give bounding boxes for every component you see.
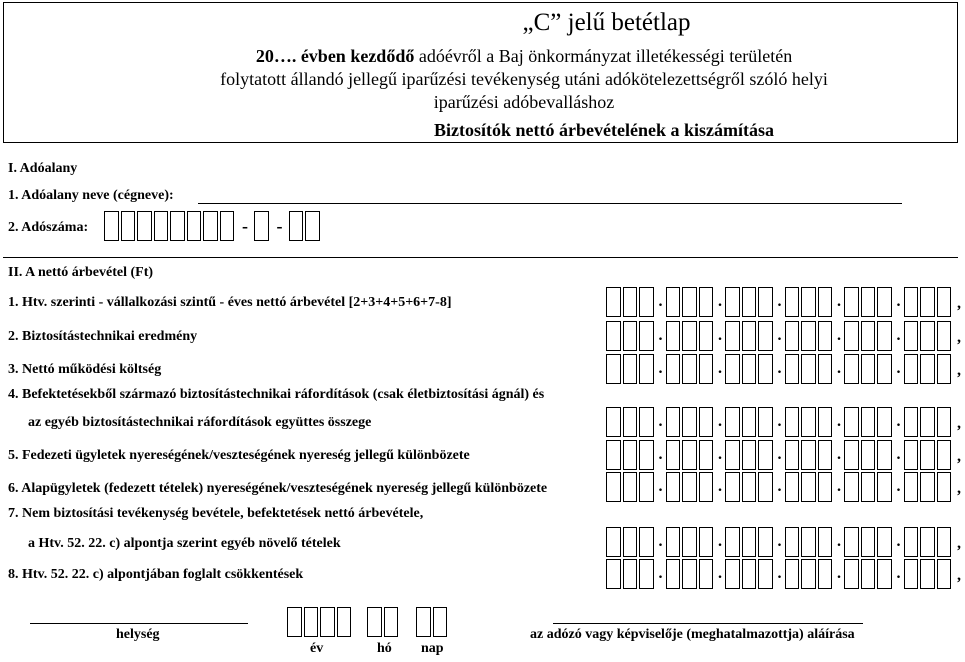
- thousands-dot: .: [837, 533, 841, 550]
- taxpayer-name-label: 1. Adóalany neve (cégneve):: [8, 188, 174, 203]
- amount-digit-box[interactable]: [725, 321, 740, 351]
- amount-digit-box[interactable]: [742, 407, 757, 437]
- date-digit-box[interactable]: [433, 607, 448, 637]
- amount-digit-box[interactable]: [785, 321, 800, 351]
- amount-digit-box[interactable]: [666, 354, 681, 384]
- amount-digit-box[interactable]: [904, 527, 919, 557]
- section-divider: [3, 257, 958, 258]
- amount-digit-box[interactable]: [758, 527, 773, 557]
- amount-digit-box[interactable]: [904, 407, 919, 437]
- date-digit-box[interactable]: [384, 607, 399, 637]
- amount-digit-box[interactable]: [725, 354, 740, 384]
- amount-digit-box[interactable]: [801, 354, 816, 384]
- amount-field[interactable]: [606, 527, 965, 557]
- year-label: év: [310, 641, 324, 656]
- date-digit-box[interactable]: [304, 607, 319, 637]
- amount-digit-box[interactable]: [818, 354, 833, 384]
- amount-digit-box[interactable]: [877, 407, 892, 437]
- amount-digit-box[interactable]: [682, 321, 697, 351]
- amount-digit-box[interactable]: [861, 472, 876, 502]
- row2-label: 2. Biztosítástechnikai eredmény: [8, 329, 198, 344]
- subtitle-line3: iparűzési adóbevalláshoz: [433, 92, 615, 112]
- amount-digit-box[interactable]: [785, 559, 800, 589]
- thousands-dot: .: [837, 360, 841, 377]
- amount-digit-box[interactable]: [606, 440, 621, 470]
- tax-digit-box[interactable]: [305, 211, 320, 241]
- thousands-dot: .: [718, 446, 722, 463]
- amount-digit-box[interactable]: [699, 321, 714, 351]
- thousands-dot: .: [777, 446, 782, 463]
- decimal-comma: ,: [957, 567, 961, 584]
- thousands-dot: .: [777, 565, 782, 582]
- thousands-dot: .: [658, 413, 663, 430]
- thousands-dot: .: [896, 327, 901, 344]
- amount-digit-box[interactable]: [666, 287, 681, 317]
- page-subtitle: [124, 45, 924, 114]
- amount-digit-box[interactable]: [920, 472, 935, 502]
- signature-line[interactable]: [553, 623, 863, 624]
- amount-digit-box[interactable]: [920, 559, 935, 589]
- amount-digit-box[interactable]: [742, 321, 757, 351]
- amount-digit-box[interactable]: [861, 287, 876, 317]
- amount-digit-box[interactable]: [742, 527, 757, 557]
- amount-field[interactable]: [606, 472, 965, 502]
- amount-digit-box[interactable]: [639, 354, 654, 384]
- amount-digit-box[interactable]: [758, 472, 773, 502]
- amount-digit-box[interactable]: [742, 559, 757, 589]
- amount-field[interactable]: [606, 354, 965, 384]
- amount-digit-box[interactable]: [606, 527, 621, 557]
- thousands-dot: .: [658, 293, 663, 310]
- amount-digit-box[interactable]: [844, 354, 859, 384]
- amount-field[interactable]: [606, 559, 965, 589]
- tax-digit-box[interactable]: [170, 211, 185, 241]
- amount-digit-box[interactable]: [725, 440, 740, 470]
- row5-label: 5. Fedezeti ügyletek nyereségének/veszteségének nyereség jellegű különbözete: [8, 448, 470, 463]
- amount-digit-box[interactable]: [818, 321, 833, 351]
- page-title: „C” jelű betétlap: [522, 9, 691, 36]
- amount-digit-box[interactable]: [699, 407, 714, 437]
- amount-digit-box[interactable]: [818, 472, 833, 502]
- amount-digit-box[interactable]: [844, 527, 859, 557]
- decimal-comma: ,: [957, 295, 961, 312]
- row7-label-line1: 7. Nem biztosítási tevékenység bevétele, befektetések nettó árbevétele,: [8, 506, 424, 521]
- thousands-dot: .: [837, 327, 841, 344]
- amount-digit-box[interactable]: [742, 287, 757, 317]
- amount-digit-box[interactable]: [818, 559, 833, 589]
- amount-digit-box[interactable]: [682, 407, 697, 437]
- date-month-field[interactable]: [367, 607, 400, 637]
- amount-digit-box[interactable]: [639, 321, 654, 351]
- amount-digit-box[interactable]: [725, 407, 740, 437]
- tax-digit-box[interactable]: [220, 211, 235, 241]
- amount-digit-box[interactable]: [639, 472, 654, 502]
- amount-digit-box[interactable]: [861, 440, 876, 470]
- amount-field[interactable]: [606, 287, 965, 317]
- amount-digit-box[interactable]: [785, 407, 800, 437]
- thousands-dot: .: [777, 360, 782, 377]
- amount-digit-box[interactable]: [666, 407, 681, 437]
- date-digit-box[interactable]: [416, 607, 431, 637]
- amount-digit-box[interactable]: [742, 472, 757, 502]
- thousands-dot: .: [896, 565, 901, 582]
- amount-digit-box[interactable]: [606, 559, 621, 589]
- thousands-dot: .: [896, 446, 901, 463]
- amount-digit-box[interactable]: [904, 559, 919, 589]
- day-label: nap: [421, 641, 444, 656]
- amount-digit-box[interactable]: [742, 440, 757, 470]
- date-digit-box[interactable]: [320, 607, 335, 637]
- amount-digit-box[interactable]: [666, 559, 681, 589]
- amount-digit-box[interactable]: [758, 559, 773, 589]
- decimal-comma: ,: [957, 329, 961, 346]
- amount-digit-box[interactable]: [725, 287, 740, 317]
- amount-digit-box[interactable]: [801, 407, 816, 437]
- amount-digit-box[interactable]: [742, 354, 757, 384]
- thousands-dot: .: [896, 533, 901, 550]
- amount-digit-box[interactable]: [844, 287, 859, 317]
- thousands-dot: .: [658, 565, 663, 582]
- amount-digit-box[interactable]: [606, 321, 621, 351]
- tax-number-field[interactable]: [104, 211, 322, 241]
- row6-label: 6. Alapügyletek (fedezett tételek) nyereségének/veszteségének nyereség jellegű különbözete: [8, 481, 548, 496]
- amount-digit-box[interactable]: [725, 472, 740, 502]
- amount-digit-box[interactable]: [623, 440, 638, 470]
- signer-label: az adózó vagy képviselője (meghatalmazottja) aláírása: [530, 627, 855, 642]
- amount-digit-box[interactable]: [861, 527, 876, 557]
- amount-digit-box[interactable]: [801, 321, 816, 351]
- amount-digit-box[interactable]: [639, 527, 654, 557]
- amount-digit-box[interactable]: [801, 287, 816, 317]
- tax-digit-box[interactable]: [289, 211, 304, 241]
- amount-digit-box[interactable]: [639, 440, 654, 470]
- amount-digit-box[interactable]: [682, 287, 697, 317]
- thousands-dot: .: [658, 533, 663, 550]
- row4-label-line1: 4. Befektetésekből származó biztosítástechnikai ráfordítások (csak életbiztosítási ágnál) és: [8, 387, 545, 402]
- tax-digit-box[interactable]: [137, 211, 152, 241]
- amount-digit-box[interactable]: [844, 440, 859, 470]
- decimal-comma: ,: [957, 448, 961, 465]
- amount-digit-box[interactable]: [844, 559, 859, 589]
- amount-digit-box[interactable]: [818, 527, 833, 557]
- date-day-field[interactable]: [416, 607, 449, 637]
- thousands-dot: .: [718, 413, 722, 430]
- amount-digit-box[interactable]: [844, 321, 859, 351]
- amount-digit-box[interactable]: [877, 287, 892, 317]
- amount-digit-box[interactable]: [623, 321, 638, 351]
- amount-digit-box[interactable]: [758, 440, 773, 470]
- taxpayer-name-field[interactable]: [198, 203, 902, 204]
- thousands-dot: .: [718, 327, 722, 344]
- decimal-comma: ,: [957, 362, 961, 379]
- amount-digit-box[interactable]: [844, 407, 859, 437]
- amount-digit-box[interactable]: [758, 407, 773, 437]
- amount-digit-box[interactable]: [666, 527, 681, 557]
- amount-digit-box[interactable]: [758, 287, 773, 317]
- amount-digit-box[interactable]: [725, 559, 740, 589]
- tax-digit-box[interactable]: [203, 211, 218, 241]
- amount-digit-box[interactable]: [818, 287, 833, 317]
- amount-digit-box[interactable]: [904, 440, 919, 470]
- amount-digit-box[interactable]: [639, 559, 654, 589]
- thousands-dot: .: [837, 413, 841, 430]
- amount-digit-box[interactable]: [801, 472, 816, 502]
- amount-digit-box[interactable]: [699, 440, 714, 470]
- amount-digit-box[interactable]: [623, 559, 638, 589]
- amount-field[interactable]: [606, 321, 965, 351]
- amount-digit-box[interactable]: [623, 287, 638, 317]
- amount-digit-box[interactable]: [699, 527, 714, 557]
- section-heading-calc: Biztosítók nettó árbevételének a kiszámítása: [434, 120, 774, 140]
- amount-digit-box[interactable]: [877, 321, 892, 351]
- amount-digit-box[interactable]: [785, 527, 800, 557]
- amount-digit-box[interactable]: [758, 354, 773, 384]
- amount-digit-box[interactable]: [904, 354, 919, 384]
- thousands-dot: .: [837, 565, 841, 582]
- amount-digit-box[interactable]: [920, 407, 935, 437]
- thousands-dot: .: [718, 360, 722, 377]
- amount-digit-box[interactable]: [920, 287, 935, 317]
- amount-digit-box[interactable]: [606, 407, 621, 437]
- row7-label-line2: a Htv. 52. 22. c) alpontja szerint egyéb növelő tételek: [28, 536, 341, 551]
- amount-digit-box[interactable]: [801, 527, 816, 557]
- decimal-comma: ,: [957, 535, 961, 552]
- amount-digit-box[interactable]: [623, 472, 638, 502]
- month-label: hó: [377, 641, 392, 656]
- amount-digit-box[interactable]: [861, 559, 876, 589]
- amount-digit-box[interactable]: [937, 354, 952, 384]
- amount-digit-box[interactable]: [920, 354, 935, 384]
- subtitle-year: 20…. évben kezdődő: [255, 46, 415, 66]
- amount-digit-box[interactable]: [904, 287, 919, 317]
- thousands-dot: .: [718, 533, 722, 550]
- amount-digit-box[interactable]: [937, 407, 952, 437]
- amount-digit-box[interactable]: [818, 407, 833, 437]
- amount-digit-box[interactable]: [699, 559, 714, 589]
- row4-label-line2: az egyéb biztosítástechnikai ráfordítások együttes összege: [28, 415, 372, 430]
- thousands-dot: .: [896, 293, 901, 310]
- date-year-field[interactable]: [287, 607, 353, 637]
- amount-digit-box[interactable]: [623, 407, 638, 437]
- tax-digit-box[interactable]: [187, 211, 202, 241]
- thousands-dot: .: [658, 478, 663, 495]
- amount-digit-box[interactable]: [666, 321, 681, 351]
- amount-digit-box[interactable]: [623, 354, 638, 384]
- thousands-dot: .: [777, 413, 782, 430]
- tax-number-label: 2. Adószáma:: [8, 220, 89, 235]
- amount-digit-box[interactable]: [801, 440, 816, 470]
- amount-field[interactable]: [606, 407, 965, 437]
- amount-digit-box[interactable]: [699, 354, 714, 384]
- thousands-dot: .: [777, 478, 782, 495]
- row1-label: 1. Htv. szerinti - vállalkozási szintű - éves nettó árbevétel [2+3+4+5+6+7-8]: [8, 295, 452, 310]
- amount-digit-box[interactable]: [639, 287, 654, 317]
- amount-digit-box[interactable]: [801, 559, 816, 589]
- row3-label: 3. Nettó működési költség: [8, 362, 162, 377]
- thousands-dot: .: [777, 327, 782, 344]
- place-line[interactable]: [30, 623, 248, 624]
- row8-label: 8. Htv. 52. 22. c) alpontjában foglalt csökkentések: [8, 567, 304, 582]
- section2-title: II. A nettó árbevétel (Ft): [8, 265, 154, 280]
- subtitle-line1: adóévről a Baj önkormányzat illetékességi területén: [414, 46, 793, 66]
- thousands-dot: .: [837, 446, 841, 463]
- amount-digit-box[interactable]: [937, 321, 952, 351]
- amount-digit-box[interactable]: [877, 472, 892, 502]
- header-box: [3, 2, 958, 143]
- amount-digit-box[interactable]: [861, 321, 876, 351]
- amount-digit-box[interactable]: [682, 440, 697, 470]
- amount-digit-box[interactable]: [844, 472, 859, 502]
- thousands-dot: .: [658, 360, 663, 377]
- amount-digit-box[interactable]: [877, 440, 892, 470]
- thousands-dot: .: [896, 360, 901, 377]
- amount-digit-box[interactable]: [877, 354, 892, 384]
- amount-digit-box[interactable]: [785, 440, 800, 470]
- amount-digit-box[interactable]: [904, 321, 919, 351]
- amount-digit-box[interactable]: [920, 440, 935, 470]
- amount-digit-box[interactable]: [937, 559, 952, 589]
- amount-digit-box[interactable]: [877, 559, 892, 589]
- amount-field[interactable]: [606, 440, 965, 470]
- tax-digit-box[interactable]: [154, 211, 169, 241]
- tax-separator: -: [242, 216, 248, 236]
- amount-digit-box[interactable]: [785, 354, 800, 384]
- decimal-comma: ,: [957, 480, 961, 497]
- thousands-dot: .: [837, 293, 841, 310]
- thousands-dot: .: [777, 293, 782, 310]
- amount-digit-box[interactable]: [758, 321, 773, 351]
- amount-digit-box[interactable]: [937, 527, 952, 557]
- amount-digit-box[interactable]: [606, 287, 621, 317]
- amount-digit-box[interactable]: [639, 407, 654, 437]
- thousands-dot: .: [718, 565, 722, 582]
- amount-digit-box[interactable]: [785, 472, 800, 502]
- amount-digit-box[interactable]: [937, 440, 952, 470]
- amount-digit-box[interactable]: [666, 472, 681, 502]
- amount-digit-box[interactable]: [699, 287, 714, 317]
- amount-digit-box[interactable]: [785, 287, 800, 317]
- tax-digit-box[interactable]: [254, 211, 269, 241]
- date-digit-box[interactable]: [337, 607, 352, 637]
- thousands-dot: .: [658, 446, 663, 463]
- subtitle-line2: folytatott állandó jellegű iparűzési tevékenység utáni adókötelezettségről szóló helyi: [220, 69, 828, 89]
- place-label: helység: [116, 627, 160, 642]
- section1-title: I. Adóalany: [8, 161, 78, 176]
- decimal-comma: ,: [957, 415, 961, 432]
- amount-digit-box[interactable]: [682, 527, 697, 557]
- thousands-dot: .: [896, 413, 901, 430]
- amount-digit-box[interactable]: [937, 472, 952, 502]
- amount-digit-box[interactable]: [877, 527, 892, 557]
- amount-digit-box[interactable]: [725, 527, 740, 557]
- tax-separator: -: [276, 216, 283, 236]
- amount-digit-box[interactable]: [682, 559, 697, 589]
- thousands-dot: .: [837, 478, 841, 495]
- thousands-dot: .: [658, 327, 663, 344]
- tax-digit-box[interactable]: [104, 211, 119, 241]
- amount-digit-box[interactable]: [861, 354, 876, 384]
- amount-digit-box[interactable]: [682, 472, 697, 502]
- thousands-dot: .: [718, 293, 722, 310]
- amount-digit-box[interactable]: [818, 440, 833, 470]
- amount-digit-box[interactable]: [666, 440, 681, 470]
- thousands-dot: .: [718, 478, 722, 495]
- amount-digit-box[interactable]: [920, 527, 935, 557]
- amount-digit-box[interactable]: [937, 287, 952, 317]
- thousands-dot: .: [777, 533, 782, 550]
- amount-digit-box[interactable]: [861, 407, 876, 437]
- amount-digit-box[interactable]: [606, 472, 621, 502]
- amount-digit-box[interactable]: [904, 472, 919, 502]
- date-digit-box[interactable]: [287, 607, 302, 637]
- amount-digit-box[interactable]: [623, 527, 638, 557]
- amount-digit-box[interactable]: [682, 354, 697, 384]
- date-digit-box[interactable]: [367, 607, 382, 637]
- amount-digit-box[interactable]: [920, 321, 935, 351]
- tax-digit-box[interactable]: [121, 211, 136, 241]
- amount-digit-box[interactable]: [606, 354, 621, 384]
- amount-digit-box[interactable]: [699, 472, 714, 502]
- thousands-dot: .: [896, 478, 901, 495]
